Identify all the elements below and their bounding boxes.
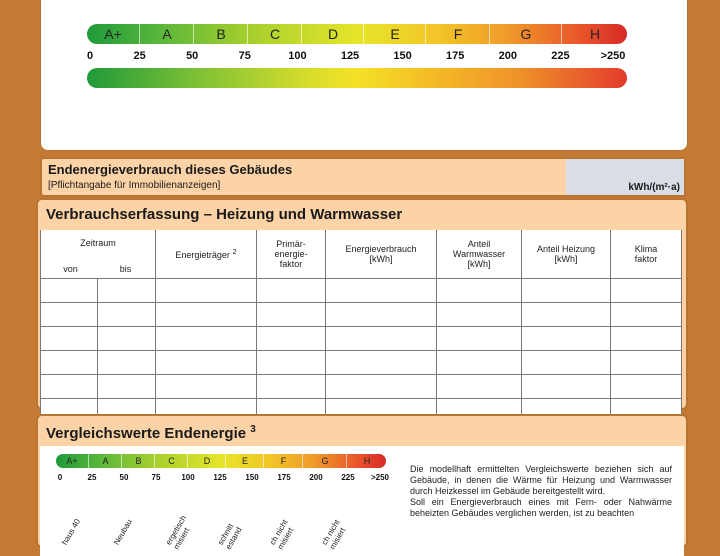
table-cell[interactable] [326, 374, 437, 398]
building-type-label: schnitt estand [216, 521, 244, 551]
mini-scale-class-a: A [88, 454, 122, 468]
mini-scale-class-d: D [187, 454, 226, 468]
vergleich-description: Die modellhaft ermittelten Vergleichswerte beziehen sich auf Gebäude, in denen die Wärme für Heizung und Warmwasser durch Heizkessel im Gebäude bereitgestellt wird. Soll ein Energieverbrauch eines mit Fern- oder Nahwärme beheizten Gebäudes verglichen werden, ist zu beachten [410, 464, 672, 518]
scale-tick-label: 125 [340, 50, 360, 62]
table-cell[interactable] [522, 278, 611, 302]
building-type-label: Neubau [112, 517, 134, 547]
scale-tick-label: 100 [288, 50, 307, 62]
table-cell[interactable] [257, 326, 326, 350]
table-cell[interactable] [41, 302, 98, 326]
mini-scale-tick-label: 75 [151, 473, 161, 482]
table-cell[interactable] [41, 350, 98, 374]
table-cell[interactable] [611, 326, 682, 350]
table-row [41, 302, 682, 326]
mini-scale-class-f: F [263, 454, 303, 468]
mini-scale-tick-label: 50 [119, 473, 129, 482]
table-row [41, 326, 682, 350]
table-cell[interactable] [522, 350, 611, 374]
table-cell[interactable] [98, 278, 156, 302]
building-type-label: ergetisch misiert [164, 513, 192, 551]
scale-class-f: F [425, 24, 490, 44]
mini-scale-tick-label: 175 [277, 473, 291, 482]
verbrauch-title: Verbrauchserfassung – Heizung und Warmwasser [46, 206, 403, 223]
scale-class-a: A [139, 24, 194, 44]
mini-scale-class-aplus: A+ [66, 456, 78, 466]
table-cell[interactable] [326, 302, 437, 326]
mini-scale-tick-label: 25 [87, 473, 97, 482]
vergleich-content [40, 446, 684, 556]
table-cell[interactable] [156, 302, 257, 326]
building-type-label: ch nicht misiert [268, 518, 296, 551]
building-type-label: ch nicht misiert [320, 518, 348, 551]
scale-class-d: D [301, 24, 364, 44]
mini-scale-class-e: E [225, 454, 264, 468]
building-type-label: haus 40 [60, 517, 83, 547]
scale-class-h: H [561, 24, 628, 44]
table-cell[interactable] [41, 374, 98, 398]
scale-class-g: G [489, 24, 562, 44]
mini-scale-tick-label: 0 [57, 473, 63, 482]
table-cell[interactable] [522, 302, 611, 326]
header-bis: bis [119, 264, 132, 274]
table-cell[interactable] [611, 350, 682, 374]
verbrauchserfassung-panel [36, 198, 688, 410]
scale-tick-label: 0 [87, 50, 94, 62]
header-klimafaktor: Klima faktor [611, 230, 682, 278]
table-cell[interactable] [326, 350, 437, 374]
mini-scale-tick-label: 125 [213, 473, 227, 482]
table-cell[interactable] [98, 326, 156, 350]
scale-tick-label: 50 [186, 50, 199, 62]
table-cell[interactable] [611, 278, 682, 302]
energy-scale-panel [40, 0, 688, 151]
table-cell[interactable] [611, 374, 682, 398]
table-cell[interactable] [522, 374, 611, 398]
mini-scale-class-b: B [121, 454, 155, 468]
scale-class-e: E [363, 24, 426, 44]
verbrauch-table-body [41, 278, 682, 422]
table-row [41, 350, 682, 374]
mini-scale-class-g: G [302, 454, 347, 468]
table-cell[interactable] [326, 278, 437, 302]
table-row [41, 278, 682, 302]
table-cell[interactable] [98, 350, 156, 374]
mini-scale-class-c: C [154, 454, 188, 468]
table-cell[interactable] [522, 326, 611, 350]
table-cell[interactable] [437, 350, 522, 374]
table-cell[interactable] [437, 326, 522, 350]
mini-scale-tick-label: 200 [309, 473, 323, 482]
scale-tick-label: >250 [600, 50, 626, 62]
table-cell[interactable] [257, 374, 326, 398]
table-cell[interactable] [41, 278, 98, 302]
mini-energy-scale-bar [56, 454, 386, 468]
scale-tick-label: 75 [238, 50, 251, 62]
table-cell[interactable] [257, 278, 326, 302]
scale-tick-label: 225 [551, 50, 570, 62]
table-cell[interactable] [156, 350, 257, 374]
mini-scale-class-h: H [346, 454, 387, 468]
endenergie-note: [Pflichtangabe für Immobilienanzeigen] [48, 180, 221, 191]
table-cell[interactable] [98, 374, 156, 398]
table-row [41, 374, 682, 398]
table-cell[interactable] [437, 302, 522, 326]
mini-scale-tick-label: >250 [370, 473, 390, 482]
table-cell[interactable] [156, 374, 257, 398]
energy-scale-bar [87, 24, 627, 44]
vergleich-title: Vergleichswerte Endenergie $^3$ [46, 424, 256, 442]
endenergie-unit: kWh/(m²·a) [628, 182, 680, 193]
verbrauch-table [40, 230, 682, 423]
scale-class-c: C [247, 24, 302, 44]
header-von: von [63, 264, 78, 274]
header-energietraeger: Energieträger $^2$ [156, 230, 257, 278]
table-cell[interactable] [156, 326, 257, 350]
mini-scale-tick-label: 150 [245, 473, 259, 482]
energy-scale-indicator-bar [87, 68, 627, 88]
table-cell[interactable] [326, 326, 437, 350]
endenergie-box [40, 157, 686, 197]
vergleichswerte-panel [36, 414, 688, 551]
table-cell[interactable] [98, 302, 156, 326]
scale-tick-label: 150 [393, 50, 412, 62]
table-cell[interactable] [611, 302, 682, 326]
table-cell[interactable] [257, 302, 326, 326]
header-anteil-warmwasser: Anteil Warmwasser [kWh] [437, 230, 522, 278]
endenergie-title: Endenergieverbrauch dieses Gebäudes [48, 162, 293, 177]
scale-tick-label: 200 [498, 50, 517, 62]
header-energieverbrauch: Energieverbrauch [kWh] [326, 230, 437, 278]
header-zeitraum: Zeitraum von bis [41, 230, 156, 278]
header-anteil-heizung: Anteil Heizung [kWh] [522, 230, 611, 278]
table-cell[interactable] [437, 278, 522, 302]
scale-class-b: B [193, 24, 248, 44]
header-primaerenergiefaktor: Primär- energie- faktor [257, 230, 326, 278]
scale-class-aplus: A+ [104, 26, 122, 42]
table-cell[interactable] [257, 350, 326, 374]
mini-scale-tick-label: 225 [341, 473, 355, 482]
table-cell[interactable] [41, 326, 98, 350]
endenergie-value-field[interactable] [566, 159, 684, 195]
table-cell[interactable] [437, 374, 522, 398]
mini-scale-tick-label: 100 [181, 473, 195, 482]
scale-tick-label: 175 [446, 50, 465, 62]
scale-tick-label: 25 [133, 50, 146, 62]
table-cell[interactable] [156, 278, 257, 302]
